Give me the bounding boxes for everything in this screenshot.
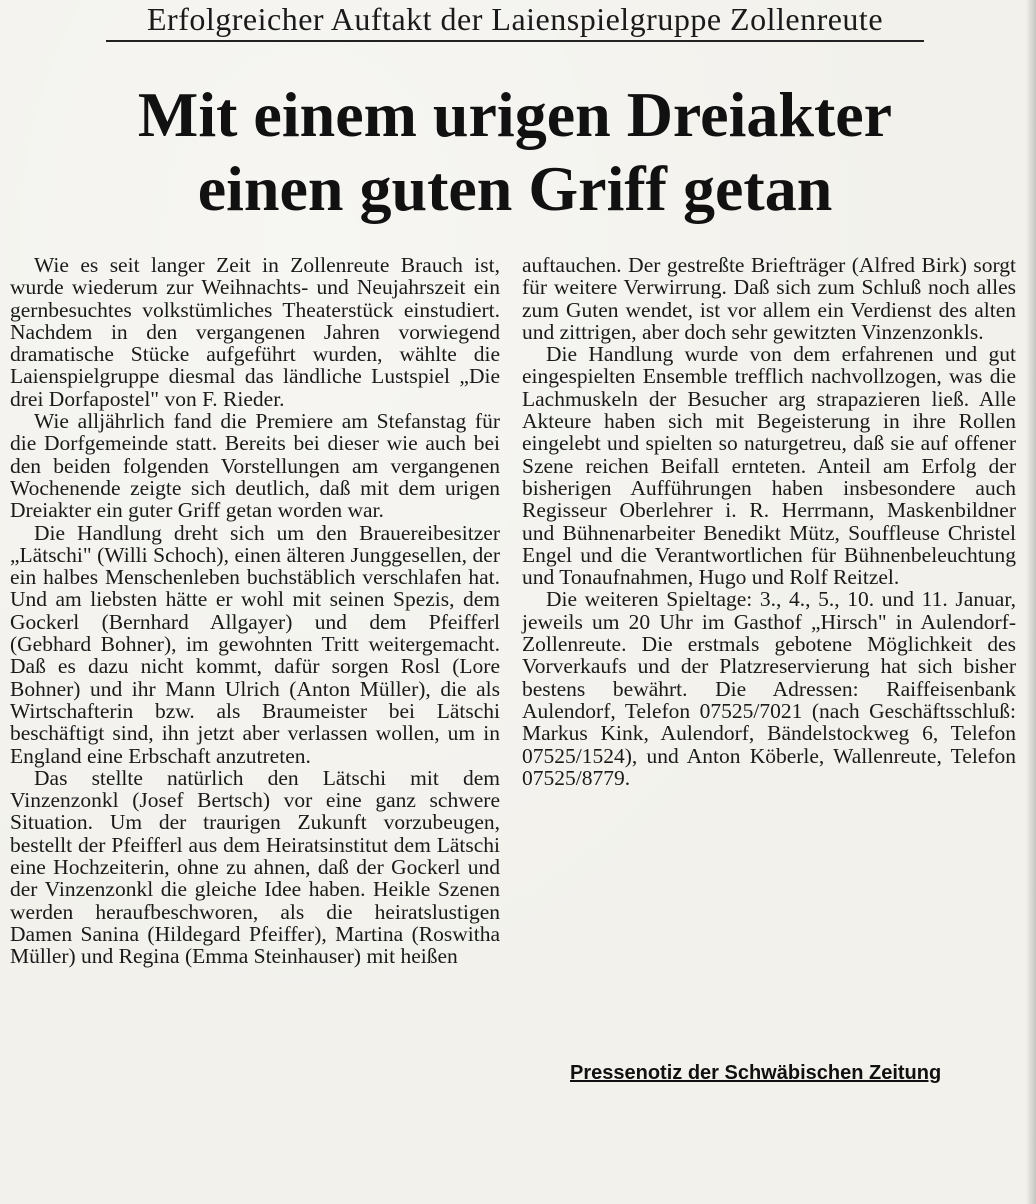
source-note: Pressenotiz der Schwäbischen Zeitung xyxy=(570,1062,942,1084)
headline-line-1: Mit einem urigen Dreiakter xyxy=(137,79,893,150)
kicker-line: Erfolgreicher Auftakt der Laienspielgruppe Zollenreute xyxy=(106,0,924,42)
paragraph-6: Die weiteren Spieltage: 3., 4., 5., 10. und 11. Januar, jeweils um 20 Uhr im Gasthof „Hirsch" in Aulendorf-Zollenreute. Die erstmals gebotene Möglichkeit des Vorverkaufs und der Platzreservierung hat sich bisher bestens bewährt. Die Adressen: Raiffeisenbank Aulendorf, Telefon 07525/7021 (nach Geschäftsschluß: Markus Kink, Aulendorf, Bändelstockweg 6, Telefon 07525/1524), und Anton Köberle, Wallenreute, Telefon 07525/8779. xyxy=(522,587,1016,790)
paragraph-3: Die Handlung dreht sich um den Brauereibesitzer „Lätschi" (Willi Schoch), einen älteren Junggesellen, der ein halbes Menschenleben buchstäblich verschlafen hat. Und am liebsten hätte er wohl mit seinen Spezis, dem Gockerl (Bernhard Allgayer) und dem Pfeifferl (Gebhard Bohner), im gewohnten Tritt weitergemacht. Daß es dazu nicht kommt, dafür sorgen Rosl (Lore Bohner) und ihr Mann Ulrich (Anton Müller), die als Wirtschafterin bzw. als Braumeister bei Lätschi beschäftigt sind, ihn jetzt aber verlassen wollen, um in England eine Erbschaft anzutreten. xyxy=(10,520,500,768)
paragraph-continuation: auftauchen. Der gestreßte Briefträger (Alfred Birk) sorgt für weitere Verwirrung. Daß sich zum Schluß noch alles zum Guten wendet, ist vor allem ein Verdienst des alten und zittrigen, aber doch sehr gewitzten Vinzenzonkls. xyxy=(522,253,1016,344)
scan-edge-shadow xyxy=(1026,0,1036,1204)
paragraph-1: Wie es seit langer Zeit in Zollenreute Brauch ist, wurde wiederum zur Weihnachts- und Neujahrszeit ein gernbesuchtes volkstümliches Theaterstück einstudiert. Nachdem in den vergangenen Jahren vorwiegend dramatische Stücke aufgeführt wurden, wählte die Laienspielgruppe diesmal das ländliche Lustspiel „Die drei Dorfapostel" von F. Rieder. xyxy=(10,253,500,411)
paragraph-2: Wie alljährlich fand die Premiere am Stefanstag für die Dorfgemeinde statt. Bereits bei dieser wie auch bei den beiden folgenden Vorstellungen am vergangenen Wochenende zeigte sich deutlich, daß mit dem urigen Dreiakter ein guter Griff getan worden war. xyxy=(10,409,500,523)
headline-line-2: einen guten Griff getan xyxy=(197,153,833,224)
paragraph-5: Die Handlung wurde von dem erfahrenen und gut eingespielten Ensemble trefflich nachvollzogen, was die Lachmuskeln der Besucher arg strapazieren ließ. Alle Akteure haben sich mit Begeisterung in ihre Rollen eingelebt und spielten so naturgetreu, daß sie auf offener Szene reichen Beifall ernteten. Anteil am Erfolg der bisherigen Aufführungen haben insbesondere auch Regisseur Oberlehrer i. R. Herrmann, Maskenbildner und Bühnenarbeiter Benedikt Mütz, Souffleuse Christel Engel und die Verantwortlichen für Bühnenbeleuchtung und Tonaufnahmen, Hugo und Rolf Reitzel. xyxy=(522,342,1016,590)
paragraph-4: Das stellte natürlich den Lätschi mit dem Vinzenzonkl (Josef Bertsch) vor eine ganz schwere Situation. Um der traurigen Zukunft vorzubeugen, bestellt der Pfeifferl aus dem Heiratsinstitut dem Lätschi eine Hochzeiterin, ohne zu ahnen, daß der Gockerl und der Vinzenzonkl die gleiche Idee haben. Heikle Szenen werden heraufbeschworen, als die heiratslustigen Damen Sanina (Hildegard Pfeiffer), Martina (Roswitha Müller) und Regina (Emma Steinhauser) mit heißen xyxy=(10,765,500,969)
headline xyxy=(40,78,990,226)
right-column xyxy=(522,254,1016,789)
left-column xyxy=(10,254,500,968)
